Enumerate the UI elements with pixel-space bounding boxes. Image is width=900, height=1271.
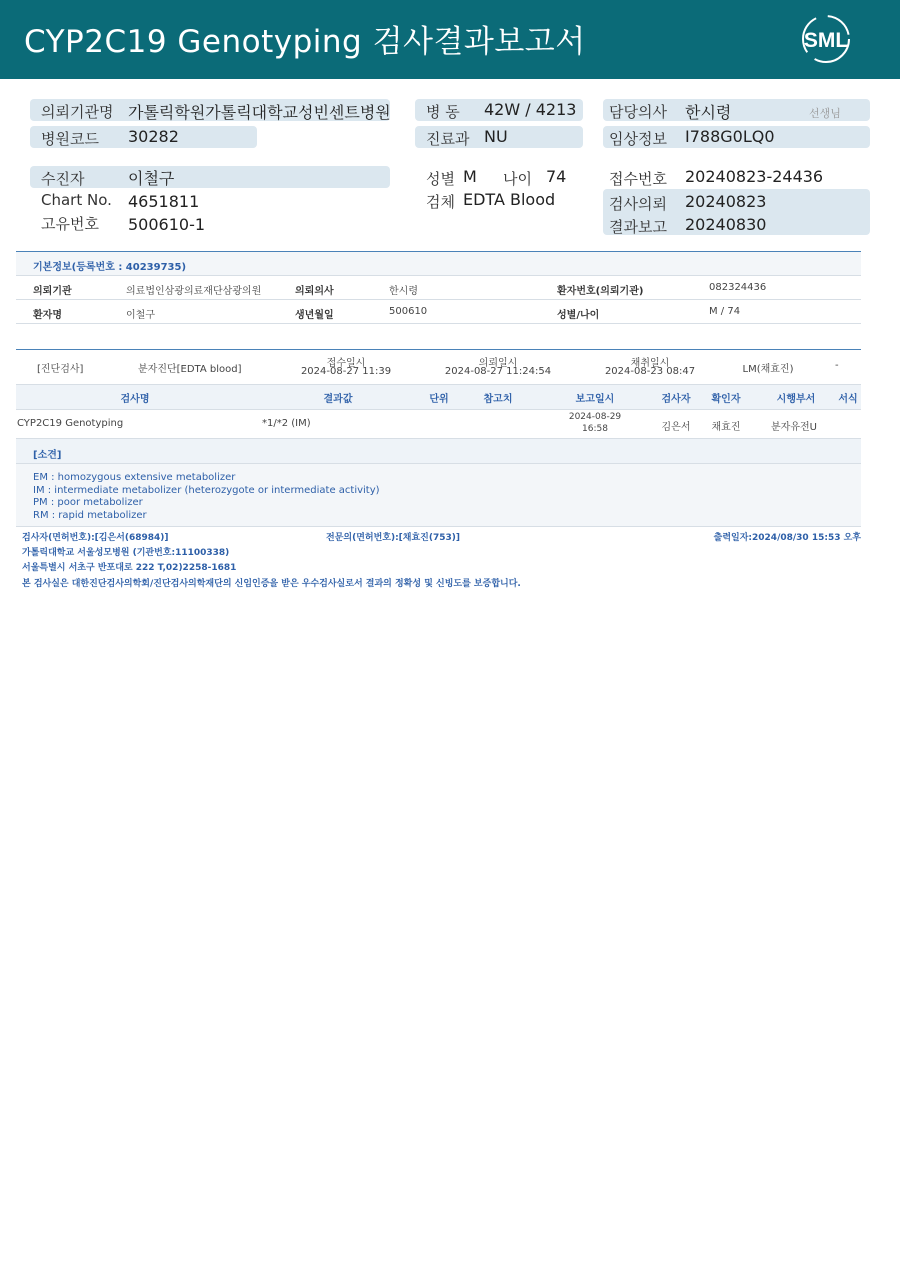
chart-value: 4651811 (128, 192, 200, 211)
bi-label-doctor: 의뢰의사 (295, 286, 334, 297)
findings-line-em: EM : homozygous extensive metabolizer (33, 472, 236, 483)
basic-info-line-3 (16, 323, 861, 324)
footer-certification: 본 검사실은 대한진단검사의학회/진단검사의학재단의 신임인증을 받은 우수검사실로서 결과의 정확성 및 신빙도를 보증합니다. (22, 579, 521, 589)
bi-value-sex-age: M / 74 (709, 306, 741, 317)
chart-label: Chart No. (41, 191, 112, 209)
collected-value: 2024-08-23 08:47 (604, 366, 696, 377)
footer-tester: 검사자(면허번호):[김은서(68984)] (22, 533, 169, 543)
test-specimen: 분자진단[EDTA blood] (138, 364, 242, 375)
col-header-result: 결과값 (323, 394, 353, 405)
findings-title: [소견] (33, 450, 62, 461)
basic-info-title: 기본정보(등록번호 : 40239735) (33, 262, 187, 273)
code-label: 병원코드 (41, 130, 99, 148)
clinical-label: 임상정보 (609, 130, 667, 148)
report-value: 20240830 (685, 215, 767, 234)
row-result: *1/*2 (IM) (262, 418, 311, 429)
hospital-value: 가톨릭학원가톨릭대학교성빈센트병원 (128, 103, 391, 122)
footer-address: 서울특별시 서초구 반포대로 222 T,02)2258-1681 (22, 563, 237, 573)
findings-line-pm: PM : poor metabolizer (33, 497, 143, 508)
col-header-reference: 참고치 (483, 394, 513, 405)
col-header-dept: 시행부서 (776, 394, 816, 405)
report-title: CYP2C19 Genotyping 검사결과보고서 (24, 24, 586, 60)
receipt-value: 20240823-24436 (685, 167, 824, 186)
collector: LM(채효진) (742, 364, 794, 375)
row-confirmer: 채효진 (711, 422, 741, 433)
footer-institution: 가톨릭대학교 서울성모병원 (기관번호:11100338) (22, 548, 230, 558)
basic-info-line-1 (16, 275, 861, 276)
unique-label: 고유번호 (41, 215, 99, 233)
col-header-confirmer: 확인자 (711, 394, 741, 405)
hospital-label: 의뢰기관명 (41, 103, 114, 121)
report-header (0, 0, 900, 79)
name-label: 수진자 (41, 170, 85, 188)
doctor-label: 담당의사 (609, 103, 667, 121)
row-tester: 김은서 (661, 422, 691, 433)
row-report-time: 16:58 (582, 424, 608, 434)
code-value: 30282 (128, 127, 179, 146)
received-label: 접수일시 (326, 358, 366, 369)
doctor-value: 한시령 (685, 103, 732, 122)
request-label: 검사의뢰 (609, 195, 667, 213)
ward-value: 42W / 4213 (484, 100, 577, 119)
collected-label: 채취일시 (630, 358, 670, 369)
bi-label-requester: 의뢰기관 (33, 286, 72, 297)
col-header-form: 서식 (838, 394, 858, 405)
bi-label-name: 환자명 (33, 310, 62, 321)
test-category: [진단검사] (37, 364, 84, 375)
findings-line-im: IM : intermediate metabolizer (heterozygote or intermediate activity) (33, 485, 380, 496)
ward-label: 병 동 (426, 103, 460, 121)
bi-value-name: 이철구 (126, 310, 155, 321)
requested-value: 2024-08-27 11:24:54 (444, 366, 552, 377)
sml-logo (796, 12, 856, 66)
row-dept: 분자유전U (771, 422, 817, 433)
requested-label: 의뢰일시 (478, 358, 518, 369)
findings-title-bar (16, 439, 861, 464)
dept-label: 진료과 (426, 130, 470, 148)
test-info-dash: - (835, 360, 839, 371)
row-report-date: 2024-08-29 (568, 412, 622, 422)
received-value: 2024-08-27 11:39 (300, 366, 392, 377)
dept-value: NU (484, 127, 508, 146)
request-value: 20240823 (685, 192, 767, 211)
bi-value-patient-no: 082324436 (709, 282, 767, 293)
col-header-tester: 검사자 (661, 394, 691, 405)
doctor-suffix: 선생님 (809, 107, 841, 120)
bi-label-sex-age: 성별/나이 (557, 310, 600, 321)
basic-info-line-2 (16, 299, 861, 300)
age-value: 74 (546, 167, 567, 186)
specimen-label: 검체 (426, 193, 455, 211)
clinical-value: I788G0LQ0 (685, 127, 775, 146)
unique-value: 500610-1 (128, 215, 206, 234)
col-header-test-name: 검사명 (120, 394, 150, 405)
name-value: 이철구 (128, 169, 175, 188)
footer-specialist: 전문의(면허번호):[채효진(753)] (326, 533, 461, 543)
bi-label-birth: 생년월일 (295, 310, 334, 321)
bi-label-patient-no: 환자번호(의뢰기관) (557, 286, 644, 297)
receipt-label: 접수번호 (609, 170, 667, 188)
col-header-unit: 단위 (429, 394, 449, 405)
bi-value-requester: 의료법인삼광의료재단삼광의원 (126, 286, 262, 297)
findings-line-rm: RM : rapid metabolizer (33, 510, 147, 521)
specimen-value: EDTA Blood (463, 190, 556, 209)
col-header-report-date: 보고일시 (575, 394, 615, 405)
row-test-name: CYP2C19 Genotyping (17, 418, 124, 429)
test-info-top-line (16, 349, 861, 350)
bi-value-doctor: 한시령 (389, 286, 418, 297)
sex-label: 성별 (426, 170, 455, 188)
age-label: 나이 (503, 170, 532, 188)
bi-value-birth: 500610 (389, 306, 428, 317)
sex-value: M (463, 167, 477, 186)
report-label: 결과보고 (609, 218, 667, 236)
footer-printed: 출력일자:2024/08/30 15:53 오후 (713, 533, 861, 543)
logo-text: SML (803, 29, 849, 52)
